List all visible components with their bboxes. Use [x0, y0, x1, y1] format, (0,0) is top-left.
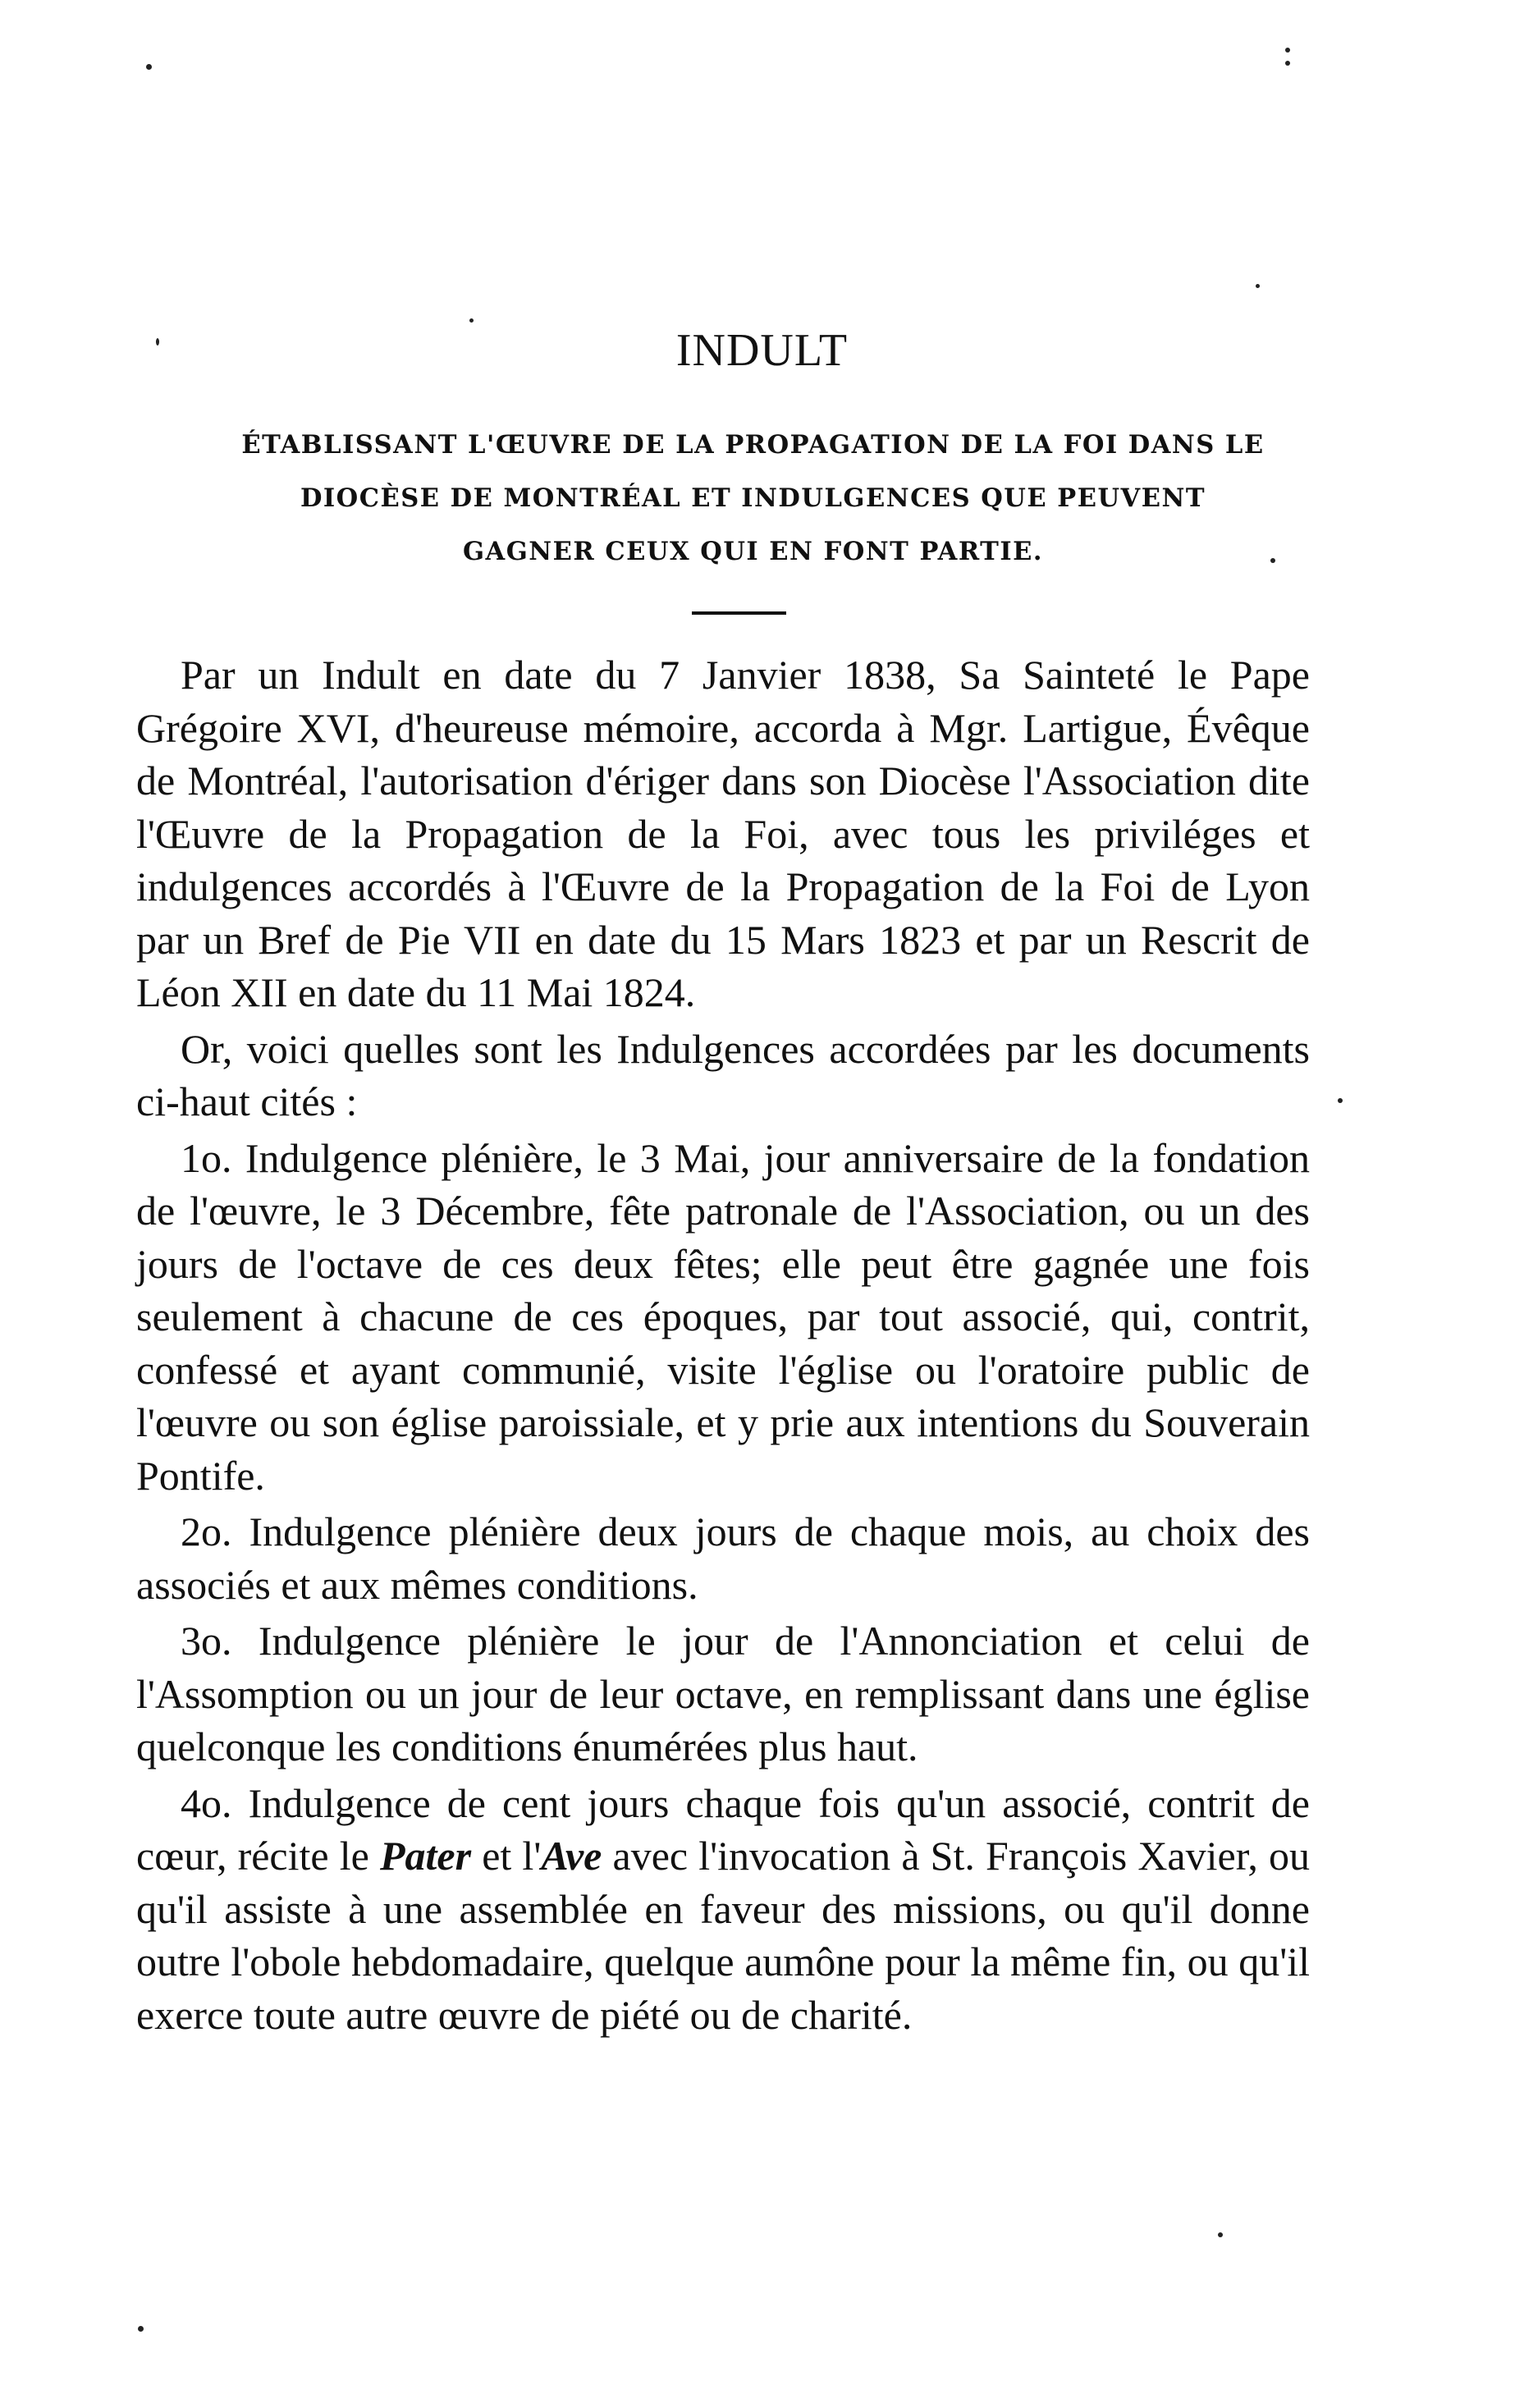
page-subtitle	[185, 419, 1321, 579]
scan-speck	[1256, 284, 1260, 288]
paragraph-text: 4o. Indulgence de cent jours chaque fois qu'un associé, contrit de cœur, récite le	[136, 1779, 1310, 1879]
section-divider	[692, 611, 786, 615]
scan-speck	[469, 318, 474, 323]
scan-speck	[1338, 1098, 1343, 1103]
scan-speck	[1285, 61, 1290, 66]
scan-speck	[1285, 48, 1290, 53]
subtitle-line: ÉTABLISSANT L'ŒUVRE DE LA PROPAGATION DE LA FOI DANS LE	[241, 430, 1265, 460]
subtitle-line: GAGNER CEUX QUI EN FONT PARTIE.	[463, 537, 1043, 566]
paragraph-indulgence-4	[136, 1777, 1310, 2045]
paragraph-indulgence-2: 2o. Indulgence plénière deux jours de chaque mois, au choix des associés et aux mêmes conditions.	[136, 1508, 1310, 1608]
scan-speck	[1218, 2232, 1223, 2237]
paragraph-text: et l'	[471, 1833, 542, 1879]
scan-speck	[138, 2326, 144, 2332]
paragraph-indulgence-3: 3o. Indulgence plénière le jour de l'Annonciation et celui de l'Assomption ou un jour de leur octave, en remplissant dans une église quelconque les conditions énumérées plus haut.	[136, 1618, 1310, 1769]
paragraph-indult: Par un Indult en date du 7 Janvier 1838, Sa Sainteté le Pape Grégoire XVI, d'heureuse mémoire, accorda à Mgr. Lartigue, Évêque de Montréal, l'autorisation d'ériger dans son Diocèse l'Association dite l'Œuvre de la Propagation de la Foi, avec tous les priviléges et indulgences accordés à l'Œuvre de la Propagation de la Foi de Lyon par un Bref de Pie VII en date du 15 Mars 1823 et par un Rescrit de Léon XII en date du 11 Mai 1824.	[136, 652, 1310, 1015]
ave-term: Ave	[541, 1833, 602, 1879]
document-body	[136, 648, 1310, 2044]
paragraph-indulgence-1: 1o. Indulgence plénière, le 3 Mai, jour anniversaire de la fondation de l'œuvre, le 3 Décembre, fête patronale de l'Association, ou un des jours de l'octave de ces deux fêtes; elle peut être gagnée une fois seulement à chacune de ces époques, par tout associé, qui, contrit, confessé et ayant communié, visite l'église ou l'oratoire public de l'œuvre ou son église paroissiale, et y prie aux intentions du Souverain Pontife.	[136, 1134, 1310, 1499]
subtitle-line: DIOCÈSE DE MONTRÉAL ET INDULGENCES QUE PEUVENT	[300, 483, 1206, 513]
pater-term: Pater	[379, 1833, 472, 1879]
paragraph-text: avec l'invocation à St. François Xavier, ou qu'il assiste à une assemblée en faveur des missions, ou qu'il donne outre l'obole hebdomadaire, quelque aumône pour la même fin, ou qu'il exerce toute autre œuvre de piété ou de charité.	[136, 1833, 1310, 2038]
paragraph-intro: Or, voici quelles sont les Indulgences accordées par les documents ci-haut cités :	[136, 1025, 1310, 1124]
page-title: INDULT	[675, 325, 849, 376]
scan-speck	[146, 64, 152, 70]
